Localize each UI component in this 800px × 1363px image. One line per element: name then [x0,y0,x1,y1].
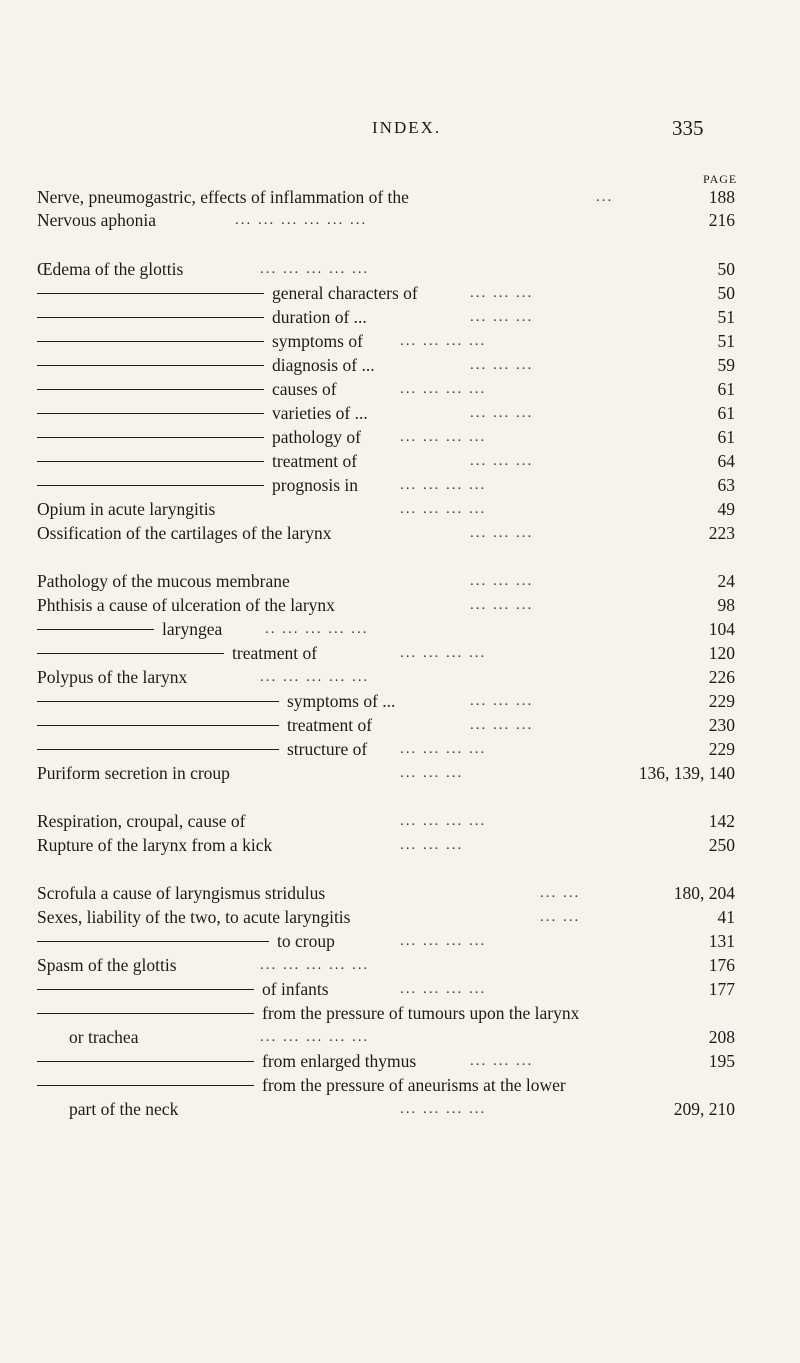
ditto-rule [37,437,264,438]
leader-dots: ... ... ... [470,1053,534,1069]
leader-dots: ... ... [540,885,581,901]
index-entry [0,449,800,473]
ditto-rule [37,293,264,294]
page-reference: 180, 204 [673,883,735,903]
entry-text: from the pressure of tumours upon the larynx [262,1003,580,1023]
entry-text: to croup [277,931,335,951]
leader-dots: ... ... ... ... [400,429,487,445]
leader-dots: ... ... ... ... [400,813,487,829]
page-reference: 216 [708,210,735,230]
leader-dots: ... ... [540,909,581,925]
page-reference: 229 [708,739,735,759]
index-entry [0,208,800,232]
index-entry [0,305,800,329]
entry-text: structure of [287,739,368,759]
entry-text: Spasm of the glottis [37,955,177,975]
entry-text: Respiration, croupal, cause of [37,811,246,831]
ditto-rule [37,341,264,342]
page-reference: 176 [708,955,735,975]
entry-text: general characters of [272,283,418,303]
entry-text: Nerve, pneumogastric, effects of inflammation of the [37,187,409,207]
page-reference: 98 [717,595,735,615]
index-entry [0,809,800,833]
page-reference: 59 [717,355,735,375]
leader-dots: ... ... ... [470,405,534,421]
ditto-rule [37,461,264,462]
page-reference: 41 [717,907,735,927]
entry-text: varieties of ... [272,403,368,423]
ditto-rule [37,941,269,942]
ditto-rule [37,749,279,750]
page-reference: 63 [717,475,735,495]
ditto-rule [37,653,224,654]
entry-text: Scrofula a cause of laryngismus stridulus [37,883,326,903]
page-reference: 120 [708,643,735,663]
page-reference: 208 [708,1027,735,1047]
running-head-title: INDEX. [372,118,442,137]
leader-dots: ... ... ... ... ... [260,261,370,277]
leader-dots: ... ... ... ... [400,1101,487,1117]
ditto-rule [37,989,254,990]
entry-text: symptoms of [272,331,363,351]
page-reference: 24 [717,571,735,591]
leader-dots: ... ... ... [470,357,534,373]
entry-text: Sexes, liability of the two, to acute laryngitis [37,907,351,927]
index-entry [0,257,800,281]
leader-dots: ... ... ... [470,717,534,733]
leader-dots: ... ... ... ... [400,477,487,493]
index-entry [0,977,800,1001]
entry-text: Pathology of the mucous membrane [37,571,290,591]
index-entry [0,1025,800,1049]
ditto-rule [37,317,264,318]
leader-dots: .. ... ... ... ... [265,621,369,637]
leader-dots: ... ... ... ... [400,981,487,997]
ditto-rule [37,389,264,390]
page-reference: 131 [708,931,735,951]
page-reference: 61 [717,403,735,423]
ditto-rule [37,485,264,486]
entry-text: from enlarged thymus [262,1051,417,1071]
index-entry [0,881,800,905]
page-reference: 250 [708,835,735,855]
index-entry [0,737,800,761]
entry-text: Phthisis a cause of ulceration of the larynx [37,595,335,615]
page-number: 335 [672,116,704,140]
entry-text: pathology of [272,427,361,447]
running-head [0,118,800,144]
page-reference: 223 [708,523,735,543]
ditto-rule [37,1013,254,1014]
entry-text: duration of ... [272,307,367,327]
ditto-rule [37,701,279,702]
index-entry [0,713,800,737]
leader-dots: ... ... ... ... [400,501,487,517]
index-entry [0,593,800,617]
entry-text: treatment of [287,715,373,735]
entry-text: symptoms of ... [287,691,396,711]
entry-text: of infants [262,979,329,999]
page-reference: 104 [708,619,735,639]
leader-dots: ... [596,189,614,205]
index-entry [0,185,800,209]
entry-text: diagnosis of ... [272,355,375,375]
ditto-rule [37,413,264,414]
index-entry [0,665,800,689]
index-entry [0,761,800,785]
index-entry [0,353,800,377]
leader-dots: ... ... ... [470,525,534,541]
index-entry [0,377,800,401]
leader-dots: ... ... ... [470,453,534,469]
leader-dots: ... ... ... [470,693,534,709]
entry-text: part of the neck [69,1099,179,1119]
entry-text: Rupture of the larynx from a kick [37,835,273,855]
entry-text: treatment of [232,643,318,663]
index-entry [0,929,800,953]
page-reference: 226 [708,667,735,687]
page-reference: 209, 210 [673,1099,735,1119]
index-entry [0,905,800,929]
index-entry [0,833,800,857]
page-reference: 50 [717,259,735,279]
page-reference: 61 [717,427,735,447]
ditto-rule [37,725,279,726]
index-entry [0,569,800,593]
page-reference: 64 [717,451,735,471]
entry-text: treatment of [272,451,358,471]
ditto-rule [37,365,264,366]
page-reference: 51 [717,307,735,327]
entry-text: causes of [272,379,337,399]
leader-dots: ... ... ... ... [400,333,487,349]
ditto-rule [37,629,154,630]
leader-dots: ... ... ... [470,309,534,325]
page-column-heading: PAGE [703,172,738,186]
entry-text: Puriform secretion in croup [37,763,230,783]
ditto-rule [37,1061,254,1062]
leader-dots: ... ... ... [400,837,464,853]
index-entry [0,1001,800,1025]
page-reference: 50 [717,283,735,303]
entry-text: Nervous aphonia [37,210,157,230]
leader-dots: ... ... ... ... ... ... [235,212,368,228]
index-entry [0,425,800,449]
leader-dots: ... ... ... [470,573,534,589]
index-entry [0,329,800,353]
entry-text: or trachea [69,1027,139,1047]
page-reference: 188 [708,187,735,207]
entry-text: from the pressure of aneurisms at the lower [262,1075,566,1095]
entry-text: Œdema of the glottis [37,259,184,279]
entry-text: Ossification of the cartilages of the larynx [37,523,332,543]
index-entry [0,281,800,305]
entry-text: prognosis in [272,475,359,495]
index-entry [0,497,800,521]
page-reference: 136, 139, 140 [638,763,735,783]
index-entry [0,1049,800,1073]
index-entry [0,1073,800,1097]
page-reference: 177 [708,979,735,999]
index-entry [0,1097,800,1121]
leader-dots: ... ... ... ... [400,933,487,949]
index-entry [0,689,800,713]
index-entry [0,641,800,665]
page-reference: 142 [708,811,735,831]
index-entry [0,401,800,425]
leader-dots: ... ... ... [470,285,534,301]
leader-dots: ... ... ... ... ... [260,1029,370,1045]
page-reference: 61 [717,379,735,399]
entry-text: Polypus of the larynx [37,667,188,687]
leader-dots: ... ... ... ... [400,381,487,397]
leader-dots: ... ... ... ... ... [260,957,370,973]
ditto-rule [37,1085,254,1086]
page-reference: 230 [708,715,735,735]
leader-dots: ... ... ... [400,765,464,781]
page-reference: 49 [717,499,735,519]
entry-text: Opium in acute laryngitis [37,499,216,519]
leader-dots: ... ... ... [470,597,534,613]
index-entry [0,521,800,545]
page-reference: 195 [708,1051,735,1071]
leader-dots: ... ... ... ... ... [260,669,370,685]
entry-text: laryngea [162,619,223,639]
index-entry [0,617,800,641]
leader-dots: ... ... ... ... [400,741,487,757]
page-reference: 51 [717,331,735,351]
leader-dots: ... ... ... ... [400,645,487,661]
index-entry [0,473,800,497]
index-entry [0,953,800,977]
page-reference: 229 [708,691,735,711]
